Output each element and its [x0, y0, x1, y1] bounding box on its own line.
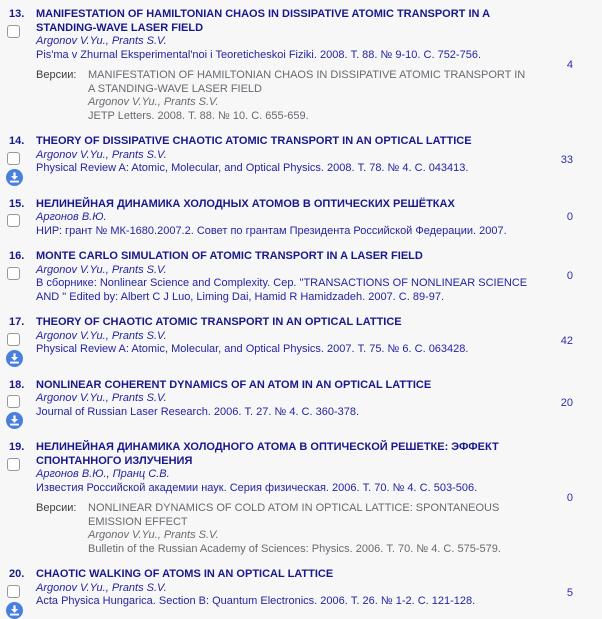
publication-authors: Argonov V.Yu., Prants S.V. — [36, 581, 167, 594]
version-item — [88, 502, 534, 556]
publication-authors: Argonov V.Yu., Prants S.V. — [36, 35, 167, 47]
item-left-column — [0, 198, 36, 239]
versions-label: Версии: — [36, 502, 77, 514]
publication-item — [0, 135, 602, 186]
publication-item — [0, 568, 602, 619]
item-citations — [534, 135, 602, 186]
item-main — [36, 568, 534, 619]
item-main — [36, 379, 534, 430]
item-number: 16. — [9, 250, 25, 262]
publication-source: Physical Review A: Atomic, Molecular, and Optical Physics. 2008. Т. 78. № 4. С. 043413. — [36, 162, 469, 174]
version-source: Bulletin of the Russian Academy of Sciences: Physics. 2006. Т. 70. № 4. С. 575-579. — [88, 542, 501, 555]
citation-count: 42 — [560, 334, 573, 347]
item-main — [36, 8, 534, 123]
item-citations — [534, 316, 602, 367]
item-left-column — [0, 8, 36, 123]
item-left-column — [0, 379, 36, 430]
select-checkbox[interactable] — [7, 152, 20, 165]
item-citations — [534, 250, 602, 304]
citation-count: 0 — [566, 211, 573, 223]
publication-item — [0, 8, 602, 123]
publication-authors: Argonov V.Yu., Prants S.V. — [36, 263, 167, 276]
publication-authors: Argonov V.Yu., Prants S.V. — [36, 148, 167, 161]
versions-list — [88, 69, 534, 123]
download-icon — [6, 350, 23, 367]
citation-count: 20 — [560, 397, 573, 409]
citation-count: 4 — [566, 58, 573, 71]
publication-title[interactable]: THEORY OF DISSIPATIVE CHAOTIC ATOMIC TRANSPORT IN AN OPTICAL LATTICE — [36, 135, 472, 147]
publication-authors: Argonov V.Yu., Prants S.V. — [36, 329, 167, 342]
publication-title[interactable]: MANIFESTATION OF HAMILTONIAN CHAOS IN DISSIPATIVE ATOMIC TRANSPORT IN A STANDING-WAVE LASER FIELD — [36, 8, 490, 34]
select-checkbox[interactable] — [7, 25, 20, 38]
publication-title[interactable]: THEORY OF CHAOTIC ATOMIC TRANSPORT IN AN OPTICAL LATTICE — [36, 316, 402, 328]
item-number: 19. — [9, 441, 25, 453]
publication-authors: Аргонов В.Ю. — [36, 211, 107, 223]
select-checkbox[interactable] — [7, 458, 20, 471]
download-icon — [6, 169, 23, 186]
versions-section — [36, 69, 534, 123]
item-left-column — [0, 441, 36, 556]
citation-count: 33 — [560, 153, 573, 166]
select-checkbox[interactable] — [7, 214, 20, 227]
item-main — [36, 316, 534, 367]
citation-count: 0 — [566, 270, 573, 283]
select-checkbox[interactable] — [7, 585, 20, 598]
download-button[interactable] — [6, 169, 23, 186]
publication-item — [0, 379, 602, 430]
item-citations — [534, 379, 602, 430]
publication-source: Physical Review A: Atomic, Molecular, and Optical Physics. 2007. Т. 75. № 6. С. 063428. — [36, 343, 469, 355]
publication-authors: Аргонов В.Ю., Пранц С.В. — [36, 468, 170, 480]
citation-count: 5 — [566, 586, 573, 599]
publication-source: Известия Российской академии наук. Серия физическая. 2006. Т. 70. № 4. С. 503-506. — [36, 481, 478, 494]
version-item — [88, 69, 534, 123]
item-main — [36, 250, 534, 304]
publication-item — [0, 316, 602, 367]
publication-authors: Argonov V.Yu., Prants S.V. — [36, 392, 167, 404]
item-main — [36, 441, 534, 556]
item-citations — [534, 568, 602, 619]
item-number: 13. — [9, 8, 25, 20]
download-button[interactable] — [6, 602, 23, 619]
publication-item — [0, 441, 602, 556]
version-title: MANIFESTATION OF HAMILTONIAN CHAOS IN DISSIPATIVE ATOMIC TRANSPORT IN A STANDING-WAVE LASER FIELD — [88, 69, 526, 95]
publication-title[interactable]: MONTE CARLO SIMULATION OF ATOMIC TRANSPORT IN A LASER FIELD — [36, 250, 423, 262]
version-authors: Argonov V.Yu., Prants S.V. — [88, 96, 219, 108]
publication-source: В сборнике: Nonlinear Science and Complexity. Сер. "TRANSACTIONS OF NONLINEAR SCIENCE AND " Edited by: Albert C J Luo, Liming Dai, Hamid R Hamidzadeh. 2007. С. 89-97. — [36, 277, 528, 303]
item-number: 20. — [9, 568, 25, 580]
publication-title[interactable]: НЕЛИНЕЙНАЯ ДИНАМИКА ХОЛОДНЫХ АТОМОВ В ОПТИЧЕСКИХ РЕШЁТКАХ — [36, 197, 455, 210]
item-left-column — [0, 250, 36, 304]
publication-source: Journal of Russian Laser Research. 2006. Т. 27. № 4. С. 360-378. — [36, 405, 360, 418]
versions-section — [36, 502, 534, 556]
publication-source: НИР: грант № МК-1680.2007.2. Совет по грантам Президента Российской Федерации. 2007. — [36, 224, 507, 237]
select-checkbox[interactable] — [7, 267, 20, 280]
version-title: NONLINEAR DYNAMICS OF COLD ATOM IN OPTICAL LATTICE: SPONTANEOUS EMISSION EFFECT — [88, 502, 500, 528]
publication-source: Acta Physica Hungarica. Section B: Quantum Electronics. 2006. Т. 26. № 1-2. С. 121-128. — [36, 595, 476, 607]
publication-title[interactable]: CHAOTIC WALKING OF ATOMS IN AN OPTICAL LATTICE — [36, 568, 334, 580]
item-citations — [534, 8, 602, 123]
item-main — [36, 198, 534, 239]
item-citations — [534, 441, 602, 556]
item-number: 15. — [9, 197, 25, 210]
item-number: 14. — [9, 135, 25, 147]
publication-item — [0, 250, 602, 304]
publication-item — [0, 198, 602, 239]
version-source: JETP Letters. 2008. Т. 88. № 10. С. 655-659. — [88, 109, 309, 122]
publication-title[interactable]: NONLINEAR COHERENT DYNAMICS OF AN ATOM IN AN OPTICAL LATTICE — [36, 378, 432, 391]
versions-label: Версии: — [36, 69, 77, 81]
version-authors: Argonov V.Yu., Prants S.V. — [88, 529, 219, 541]
select-checkbox[interactable] — [7, 333, 20, 346]
select-checkbox[interactable] — [7, 395, 20, 408]
item-left-column — [0, 316, 36, 367]
publication-title[interactable]: НЕЛИНЕЙНАЯ ДИНАМИКА ХОЛОДНОГО АТОМА В ОПТИЧЕСКОЙ РЕШЕТКЕ: ЭФФЕКТ СПОНТАННОГО ИЗЛУЧЕНИЯ — [36, 441, 499, 467]
item-number: 18. — [9, 378, 25, 391]
item-number: 17. — [9, 316, 25, 328]
item-citations — [534, 198, 602, 239]
download-icon — [6, 602, 23, 619]
download-icon — [6, 412, 23, 429]
item-main — [36, 135, 534, 186]
citation-count: 0 — [566, 491, 573, 504]
download-button[interactable] — [6, 412, 23, 429]
item-left-column — [0, 568, 36, 619]
download-button[interactable] — [6, 350, 23, 367]
item-left-column — [0, 135, 36, 186]
versions-list — [88, 502, 534, 556]
publication-source: Pis'ma v Zhurnal Eksperimental'noi i Teoreticheskoi Fiziki. 2008. Т. 88. № 9-10. С. 752-756. — [36, 48, 482, 61]
